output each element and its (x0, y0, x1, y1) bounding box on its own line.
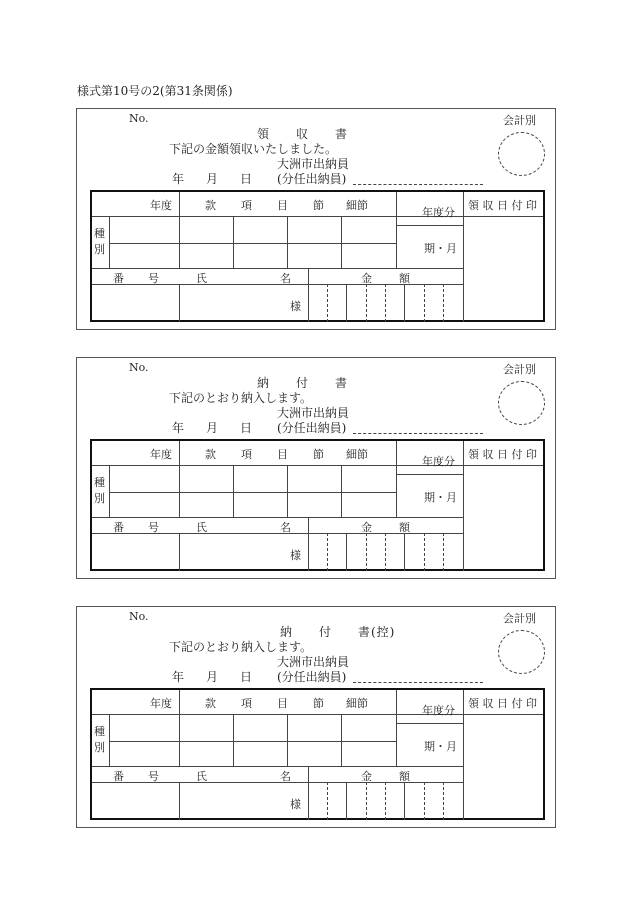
year-label: 年 (172, 421, 185, 435)
amount-label-gaku: 額 (399, 521, 410, 534)
name-label-mei: 名 (280, 272, 291, 285)
number-label-gou: 号 (148, 770, 159, 783)
saisetsu-header: 細節 (346, 448, 368, 461)
fee-table (90, 688, 545, 820)
accounting-type-label: 会計別 (503, 363, 536, 376)
honorific-sama: 様 (290, 798, 301, 811)
signature-line (353, 184, 483, 185)
signature-line (353, 433, 483, 434)
kou-header: 項 (241, 448, 252, 461)
issuer-name: 大洲市出納員 (277, 655, 350, 669)
document-description: 下記の金額領収いたしました。 (169, 142, 338, 156)
fiscal-year-portion-label: 年度分 (422, 206, 455, 219)
document-description: 下記のとおり納入します。 (169, 640, 313, 654)
receipt-date-seal-label: 領 収 日 付 印 (468, 697, 537, 710)
fiscal-year-header: 年度 (150, 697, 172, 710)
accounting-type-label: 会計別 (503, 612, 536, 625)
amount-label-gaku: 額 (399, 770, 410, 783)
slip-1 (76, 108, 556, 330)
fiscal-year-portion-label: 年度分 (422, 704, 455, 717)
number-label-ban: 番 (113, 770, 124, 783)
day-label: 日 (240, 172, 253, 186)
slip-number-label: No. (129, 610, 149, 623)
month-label: 月 (206, 670, 219, 684)
slip-number-label: No. (129, 361, 149, 374)
issuer-name: 大洲市出納員 (277, 157, 350, 171)
amount-label-kin: 金 (361, 521, 372, 534)
number-label-gou: 号 (148, 521, 159, 534)
name-label-shi: 氏 (196, 770, 207, 783)
fiscal-year-portion-label: 年度分 (422, 455, 455, 468)
setsu-header: 節 (313, 448, 324, 461)
accounting-type-label: 会計別 (503, 114, 536, 127)
receipt-date-seal-label: 領 収 日 付 印 (468, 448, 537, 461)
receipt-date-seal-label: 領 収 日 付 印 (468, 199, 537, 212)
moku-header: 目 (277, 697, 288, 710)
month-label: 月 (206, 421, 219, 435)
slip-2 (76, 357, 556, 579)
name-label-shi: 氏 (196, 521, 207, 534)
fiscal-year-header: 年度 (150, 199, 172, 212)
saisetsu-header: 細節 (346, 199, 368, 212)
number-label-ban: 番 (113, 272, 124, 285)
proxy-cashier-label: (分任出納員) (277, 670, 347, 684)
issuer-name: 大洲市出納員 (277, 406, 350, 420)
fiscal-year-header: 年度 (150, 448, 172, 461)
slip-number-label: No. (129, 112, 149, 125)
document-title: 納 付 書(控) (267, 625, 396, 639)
accounting-seal-circle (498, 132, 545, 176)
saisetsu-header: 細節 (346, 697, 368, 710)
category-label: 種 別 (94, 227, 105, 256)
document-title: 納 付 書 (257, 376, 349, 390)
year-label: 年 (172, 172, 185, 186)
amount-label-kin: 金 (361, 770, 372, 783)
period-month-label: 期・月 (424, 491, 457, 504)
setsu-header: 節 (313, 697, 324, 710)
setsu-header: 節 (313, 199, 324, 212)
moku-header: 目 (277, 199, 288, 212)
accounting-seal-circle (498, 630, 545, 674)
number-label-ban: 番 (113, 521, 124, 534)
signature-line (353, 682, 483, 683)
kou-header: 項 (241, 697, 252, 710)
day-label: 日 (240, 421, 253, 435)
moku-header: 目 (277, 448, 288, 461)
category-label: 種 別 (94, 725, 105, 754)
proxy-cashier-label: (分任出納員) (277, 172, 347, 186)
honorific-sama: 様 (290, 300, 301, 313)
document-description: 下記のとおり納入します。 (169, 391, 313, 405)
kan-header: 款 (205, 448, 216, 461)
form-title: 様式第10号の2(第31条関係) (77, 84, 233, 98)
kan-header: 款 (205, 697, 216, 710)
amount-label-kin: 金 (361, 272, 372, 285)
accounting-seal-circle (498, 381, 545, 425)
honorific-sama: 様 (290, 549, 301, 562)
number-label-gou: 号 (148, 272, 159, 285)
day-label: 日 (240, 670, 253, 684)
fee-table (90, 439, 545, 571)
fee-table (90, 190, 545, 322)
year-label: 年 (172, 670, 185, 684)
kan-header: 款 (205, 199, 216, 212)
name-label-shi: 氏 (196, 272, 207, 285)
period-month-label: 期・月 (424, 242, 457, 255)
name-label-mei: 名 (280, 521, 291, 534)
kou-header: 項 (241, 199, 252, 212)
proxy-cashier-label: (分任出納員) (277, 421, 347, 435)
slip-3 (76, 606, 556, 828)
month-label: 月 (206, 172, 219, 186)
document-title: 領 収 書 (257, 127, 349, 141)
amount-label-gaku: 額 (399, 272, 410, 285)
name-label-mei: 名 (280, 770, 291, 783)
period-month-label: 期・月 (424, 740, 457, 753)
category-label: 種 別 (94, 476, 105, 505)
